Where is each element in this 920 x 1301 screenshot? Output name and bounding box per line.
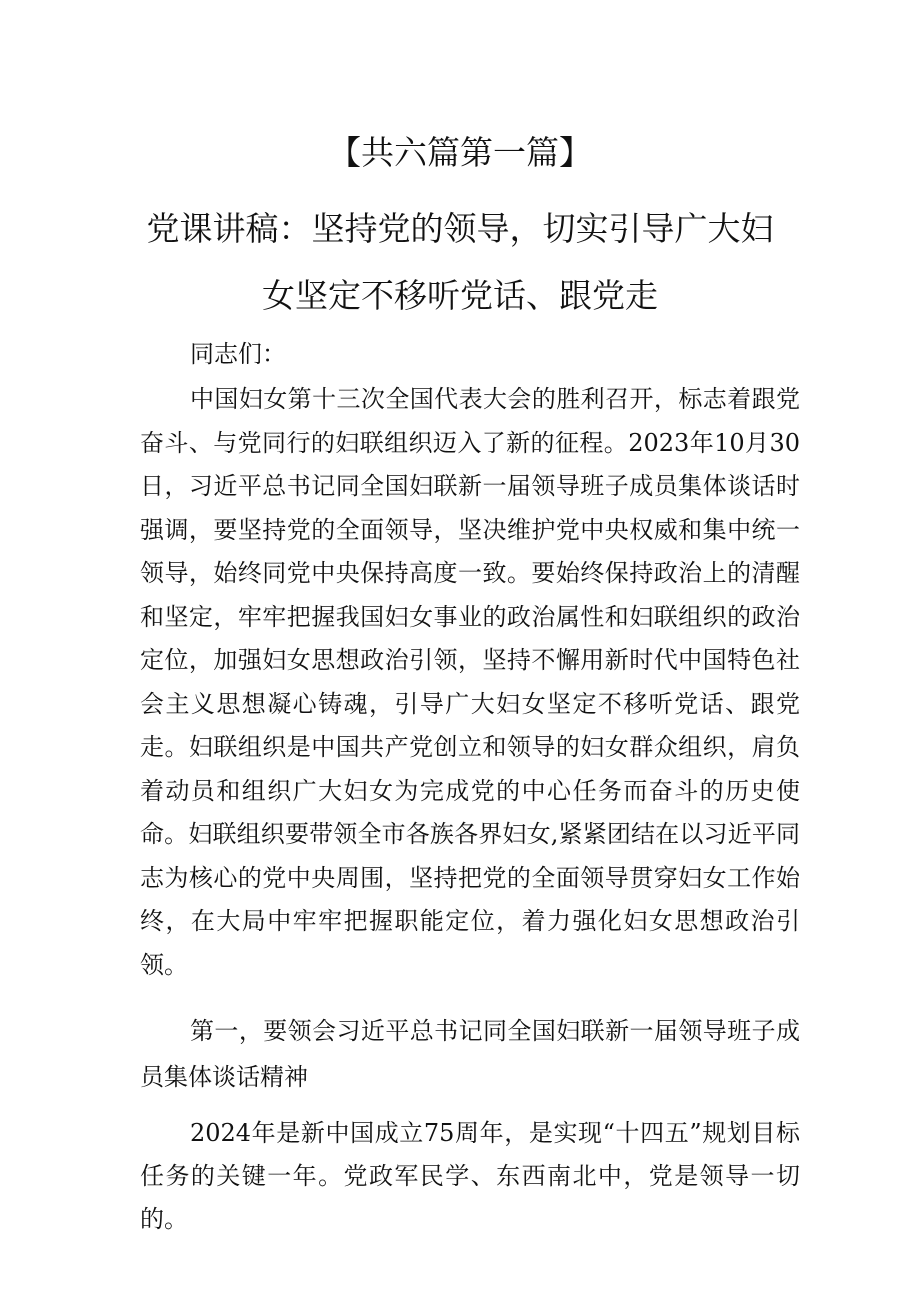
series-label: 【共六篇第一篇】 <box>328 133 592 172</box>
paragraph-intro: 中国妇女第十三次全国代表大会的胜利召开，标志着跟党奋斗、与党同行的妇联组织迈入了新的征程。2023年10月30日，习近平总书记同全国妇联新一届领导班子成员集体谈话时强调，要坚持党的全面领导，坚决维护党中央权威和集中统一领导，始终同党中央保持高度一致。要始终保持政治上的清醒和坚定，牢牢把握我国妇女事业的政治属性和妇联组织的政治定位，加强妇女思想政治引领，坚持不懈用新时代中国特色社会主义思想凝心铸魂，引导广大妇女坚定不移听党话、跟党走。妇联组织是中国共产党创立和领导的妇女群众组织，肩负着动员和组织广大妇女为完成党的中心任务而奋斗的历史使命。妇联组织要带领全市各族各界妇女,紧紧团结在以习近平同志为核心的党中央周围，坚持把党的全面领导贯穿妇女工作始终，在大局中牢牢把握职能定位，着力强化妇女思想政治引领。 <box>140 385 800 979</box>
title-line-1: 党课讲稿：坚持党的领导，切实引导广大妇 <box>146 209 774 248</box>
title-line-2: 女坚定不移听党话、跟党走 <box>262 276 658 315</box>
paragraph-section-one-heading: 第一，要领会习近平总书记同全国妇联新一届领导班子成员集体谈话精神 <box>140 1017 800 1091</box>
paragraph-section-one-body: 2024年是新中国成立75周年，是实现“十四五”规划目标任务的关键一年。党政军民学、东西南北中，党是领导一切的。 <box>140 1119 800 1233</box>
salutation: 同志们： <box>190 340 286 368</box>
